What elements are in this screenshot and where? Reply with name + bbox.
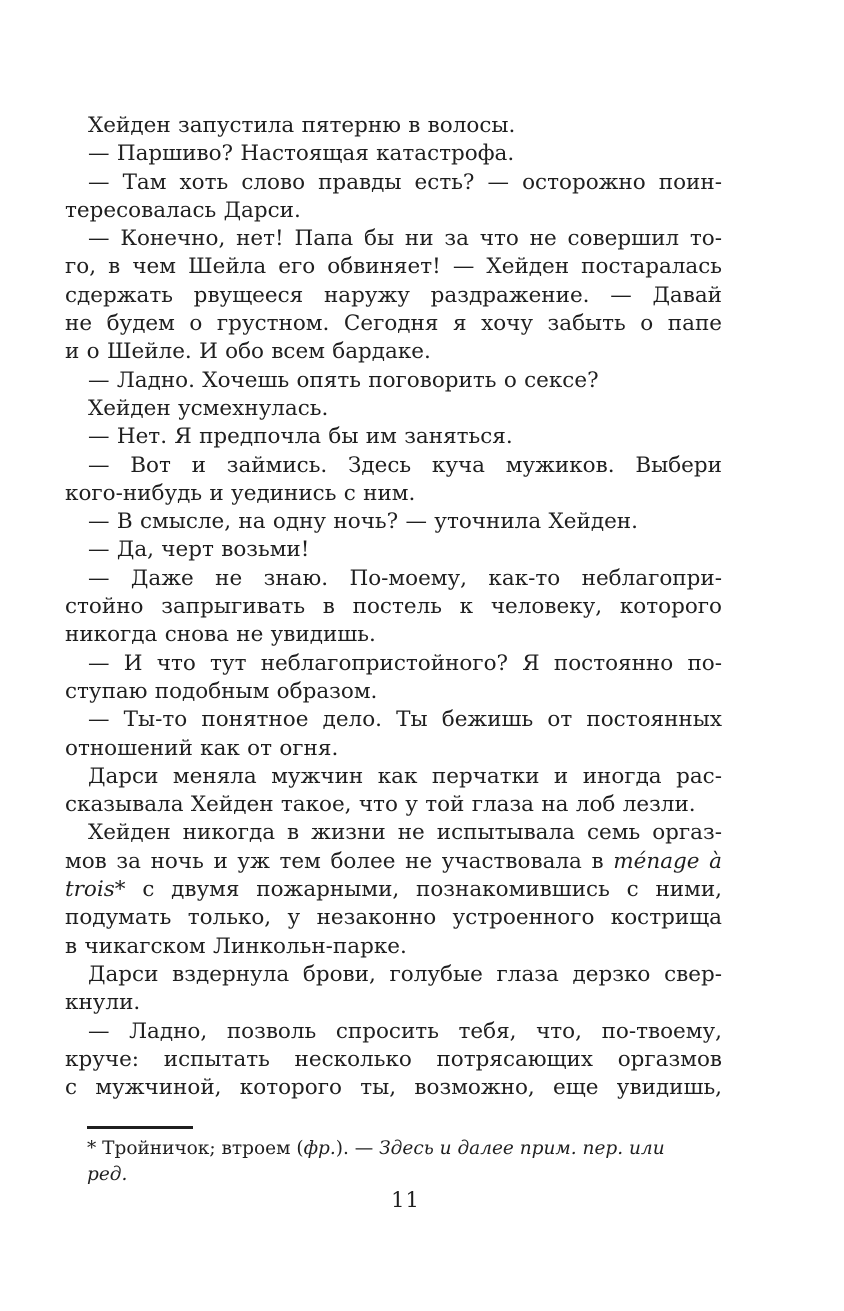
text-line <box>65 338 722 366</box>
footnote <box>87 1136 687 1188</box>
text-run: тересовалась Дарси. <box>65 197 301 223</box>
text-line <box>65 848 722 876</box>
text-run: в чикагском Линкольн-парке. <box>65 933 407 959</box>
footnote-rule <box>87 1126 193 1129</box>
text-run: — Конечно, нет! Папа бы ни за что не совершил то- <box>88 226 722 252</box>
body-text <box>65 112 722 1102</box>
text-line <box>65 933 722 961</box>
text-line <box>65 452 722 480</box>
text-run: сказывала Хейден такое, что у той глаза на лоб лезли. <box>65 792 696 818</box>
text-run: * Тройничок; втроем ( <box>87 1138 304 1159</box>
text-line <box>65 480 722 508</box>
italic-text-run: фр. <box>303 1138 336 1159</box>
text-line <box>65 140 722 168</box>
text-run: с двумя пожарными, познакомившись с ними, <box>125 877 722 903</box>
text-run: сдержать рвущееся наружу раздражение. — Давай <box>65 282 722 308</box>
text-line <box>65 253 722 281</box>
text-run: круче: испытать несколько потрясающих оргазмов <box>65 1046 722 1072</box>
text-run: — Там хоть слово правды есть? — осторожно поин- <box>88 169 722 195</box>
text-line <box>65 819 722 847</box>
text-run: — Ты-то понятное дело. Ты бежишь от постоянных <box>88 707 722 733</box>
text-run: — Вот и займись. Здесь куча мужиков. Выбери <box>88 452 722 478</box>
text-run: — Ладно, позволь спросить тебя, что, по-твоему, <box>88 1018 722 1044</box>
text-run: го, в чем Шейла его обвиняет! — Хейден постаралась <box>65 254 722 280</box>
text-line <box>65 310 722 338</box>
text-line <box>65 197 722 225</box>
text-line <box>65 169 722 197</box>
italic-text-run: ménage à <box>613 848 722 874</box>
text-line <box>65 112 722 140</box>
italic-text-run: Здесь и далее прим. пер. или ред. <box>87 1138 665 1185</box>
text-run: — И что тут неблагопристойного? Я постоянно по- <box>88 650 722 676</box>
text-run: ступаю подобным образом. <box>65 678 378 704</box>
text-run: стойно запрыгивать в постель к человеку, которого <box>65 594 722 620</box>
text-line <box>65 1074 722 1102</box>
text-line <box>65 593 722 621</box>
text-line <box>65 536 722 564</box>
text-line <box>65 1018 722 1046</box>
page-number: 11 <box>391 1188 420 1212</box>
text-line <box>65 791 722 819</box>
text-run: кого-нибудь и уединись с ним. <box>65 480 416 506</box>
text-run: — Даже не знаю. По-моему, как-то неблагопри- <box>88 565 722 591</box>
text-run: подумать только, у незаконно устроенного кострища <box>65 905 722 931</box>
text-line <box>65 706 722 734</box>
text-run: с мужчиной, которого ты, возможно, еще увидишь, <box>65 1075 722 1101</box>
text-line <box>65 282 722 310</box>
text-run: отношений как от огня. <box>65 735 339 761</box>
text-run: — В смысле, на одну ночь? — уточнила Хейден. <box>88 509 638 535</box>
text-run: — Нет. Я предпочла бы им заняться. <box>88 424 513 450</box>
text-line <box>65 678 722 706</box>
text-line <box>65 508 722 536</box>
text-run: ). — <box>335 1138 380 1159</box>
text-run: Хейден никогда в жизни не испытывала семь оргаз- <box>88 820 722 846</box>
text-run: Дарси меняла мужчин как перчатки и иногда рас- <box>88 763 722 789</box>
text-line <box>65 621 722 649</box>
text-run: мов за ночь и уж тем более не участвовала в <box>65 848 614 874</box>
text-line <box>65 876 722 904</box>
text-line <box>65 565 722 593</box>
text-line <box>65 423 722 451</box>
text-run: и о Шейле. И обо всем бардаке. <box>65 339 431 365</box>
text-line <box>65 1046 722 1074</box>
text-line <box>65 735 722 763</box>
text-line <box>65 904 722 932</box>
text-line <box>65 763 722 791</box>
italic-text-run: trois* <box>65 877 126 903</box>
text-line <box>65 989 722 1017</box>
text-run: Дарси вздернула брови, голубые глаза дерзко свер- <box>88 961 722 987</box>
text-run: не будем о грустном. Сегодня я хочу забыть о папе <box>65 311 722 337</box>
text-run: Хейден запустила пятерню в волосы. <box>88 113 516 138</box>
text-line <box>65 650 722 678</box>
text-line <box>65 367 722 395</box>
text-line <box>65 961 722 989</box>
text-run: — Ладно. Хочешь опять поговорить о сексе? <box>88 367 599 393</box>
text-run: Хейден усмехнулась. <box>88 395 329 421</box>
text-line <box>65 225 722 253</box>
text-run: никогда снова не увидишь. <box>65 622 376 648</box>
text-run: — Да, черт возьми! <box>88 537 310 563</box>
text-run: кнули. <box>65 990 141 1016</box>
text-line <box>65 395 722 423</box>
text-run: — Паршиво? Настоящая катастрофа. <box>88 141 515 167</box>
